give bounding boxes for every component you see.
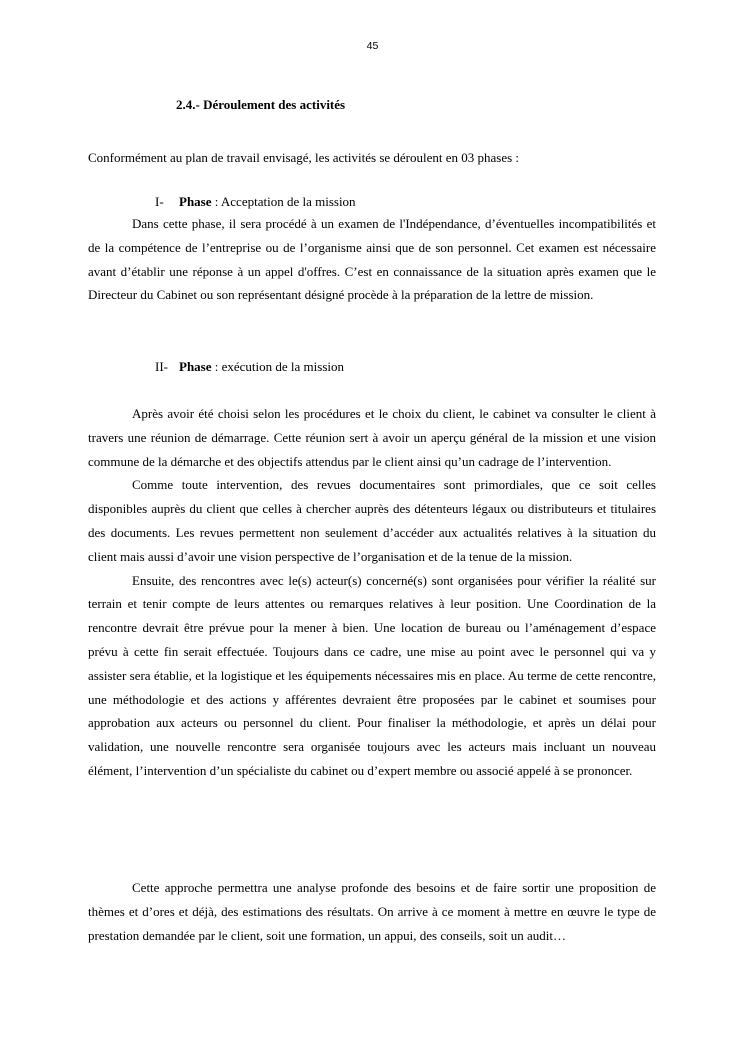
phase-2-numeral: II-	[155, 359, 168, 374]
phase-2-heading	[155, 359, 344, 375]
page-number: 45	[366, 40, 379, 52]
closing-body	[88, 876, 656, 947]
phase-2-label: Phase	[179, 359, 212, 374]
phase-2-paragraph: Après avoir été choisi selon les procédures et le choix du client, le cabinet va consulter le client à travers une réunion de démarrage. Cette réunion sert à avoir un aperçu général de la mission et une vision commune de la démarche et des objectifs attendus par le client ainsi qu’un cadrage de l’intervention.	[88, 406, 656, 469]
phase-1-numeral: I-	[155, 194, 164, 209]
phase-2-paragraph: Comme toute intervention, des revues documentaires sont primordiales, que ce soit celles disponibles auprès du client que celles à chercher auprès des détenteurs légaux ou distributeurs et titulaires des documents. Les revues permettent non seulement d’accéder aux actualités relatives à la situation du client mais aussi d’avoir une vision perspective de l’organisation et de la tenue de la mission.	[88, 477, 656, 564]
intro-paragraph: Conformément au plan de travail envisagé, les activités se déroulent en 03 phases :	[88, 150, 520, 165]
section-title: 2.4.- Déroulement des activités	[176, 97, 346, 112]
phase-1-body	[88, 212, 656, 307]
phase-2-body	[88, 402, 656, 783]
phase-2-title: : exécution de la mission	[211, 359, 345, 374]
phase-1-label: Phase	[179, 194, 212, 209]
phase-1-heading	[155, 194, 356, 210]
phase-1-title: : Acceptation de la mission	[211, 194, 356, 209]
closing-paragraph: Cette approche permettra une analyse profonde des besoins et de faire sortir une proposition de thèmes et d’ores et déjà, des estimations des résultats. On arrive à ce moment à mettre en œuvre le type de prestation demandée par le client, soit une formation, un appui, des conseils, soit un audit…	[88, 880, 656, 943]
phase-1-paragraph: Dans cette phase, il sera procédé à un examen de l'Indépendance, d’éventuelles incompatibilités et de la compétence de l’entreprise ou de l’organisme ainsi que de son personnel. Cet examen est nécessaire avant d’établir une réponse à un appel d'offres. C’est en connaissance de la situation après examen que le Directeur du Cabinet ou son représentant désigné procède à la préparation de la lettre de mission.	[88, 216, 656, 303]
phase-2-paragraph: Ensuite, des rencontres avec le(s) acteur(s) concerné(s) sont organisées pour vérifier la réalité sur terrain et tenir compte de leurs attentes ou remarques relatives à leur position. Une Coordination de la rencontre devrait être prévue pour la mener à bien. Une location de bureau ou l’aménagement d’espace prévu à cette fin serait effectuée. Toujours dans ce cadre, une mise au point avec le personnel qui va y assister sera établie, et la logistique et les équipements nécessaires mis en place. Au terme de cette rencontre, une méthodologie et des actions y afférentes devraient être proposées par le cabinet et soumises pour approbation aux acteurs ou personnel du client. Pour finaliser la méthodologie, et après un délai pour validation, une nouvelle rencontre sera organisée toujours avec les acteurs mais incluant un nouveau élément, l’intervention d’un spécialiste du cabinet ou d’expert membre ou associé appelé à se prononcer.	[88, 572, 656, 778]
